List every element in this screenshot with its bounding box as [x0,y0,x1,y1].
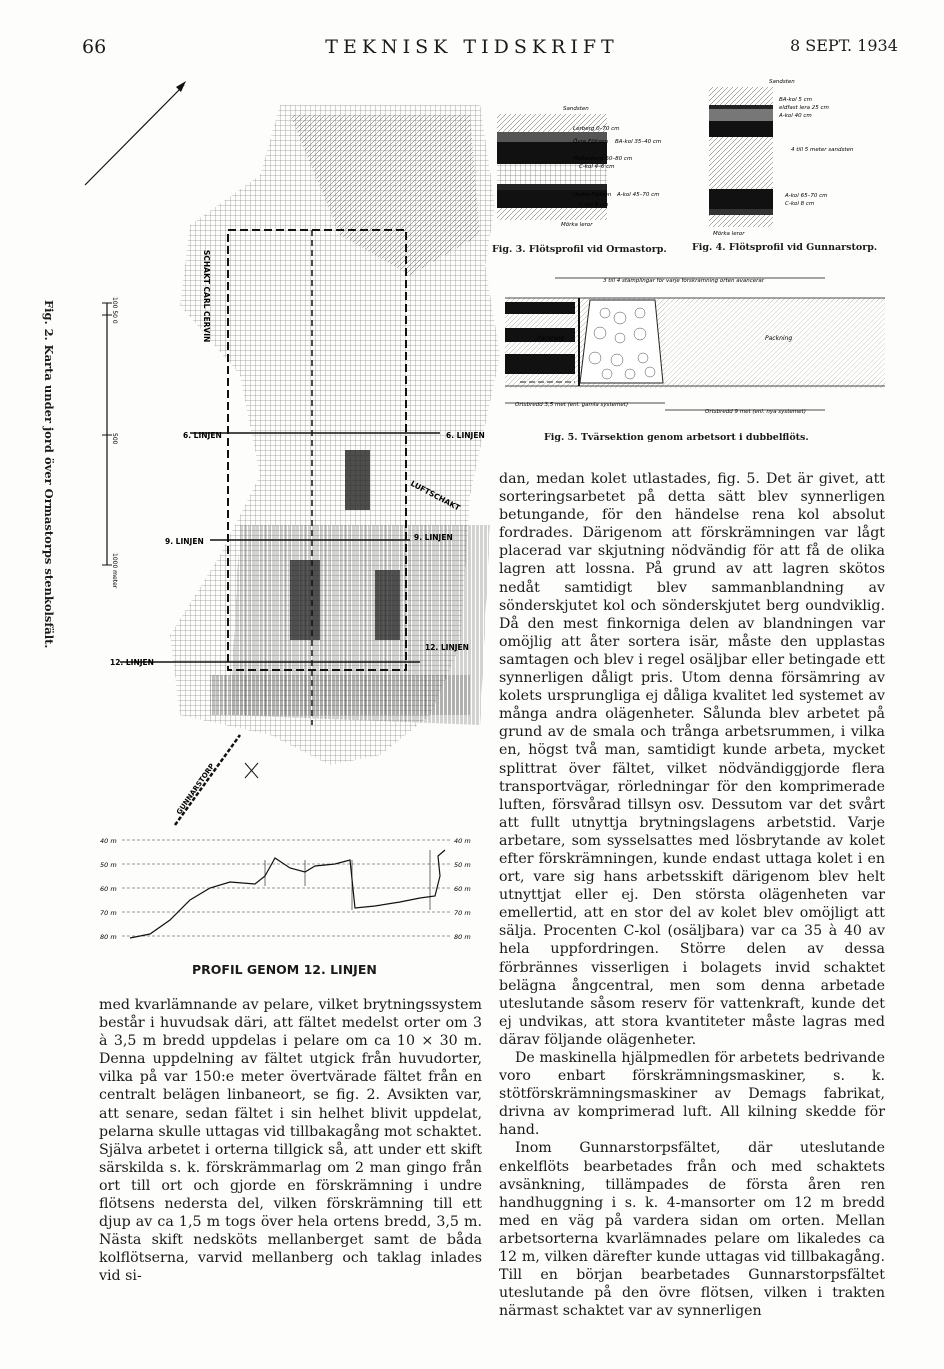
right-paragraph-1: dan, medan kolet utlastades, fig. 5. Det är givet, att sorteringsarbetet på detta sätt blev synnerligen betungande, för den händelse rena kol absolut fordrades. Därigenom att förskrämningen var lågt placerad var skjutning nödvändig för att få de olika lagren att lossna. På grund av att lagren skötos nedåt samtidigt blev sammanblandning av sönderskjutet kol och sönderskjutet berg oundviklig. Då den mest finkorniga delen av blandningen var omöjlig att åter sortera isär, måste den upplastas samtagen och blev i regel osäljbar eller betingade ett synnerligen dåligt pris. Utom denna försämring av kolets ursprungliga ej dåliga kvalitet led systemet av många andra olägenheter. Sålunda blev arbetet på grund av de smala och trånga arbetsrummen, i vilka en, högst två man, samtidigt kunde arbeta, mycket splittrat över fältet, vilket nödvändiggjorde flera transportvägar, rörledningar för den komprimerade luften, försvårad tillsyn osv. Dessutom var det svårt att fullt utnyttja brytningslagens arbetstid. Varje arbetare, som sysselsattes med lösbrytande av kolet efter förskrämningen, kunde endast uttaga kolet i en ort, vare sig hans arbetsskift därigenom blev helt utnyttjat eller ej. Den största olägenheten var emellertid, att en stor del av kolet blev omöjligt att sälja. Procenten C-kol (osäljbara) var ca 35 à 40 av hela uppfordringen. Större delen av dessa förbrännes visserligen i bolagets invid schaktet belägna ångcentral, men som denna arbetade uteslutande såsom reserv för vattenkraft, kunde det ej undvikas, att stora kvantiteter måste lagras med därav följande olägenheter. [499,471,885,1048]
fig4-seam-profile [705,75,880,237]
profile-figure [100,830,480,950]
north-arrow-icon [85,81,186,185]
fig4-label-1: BA-kol 5 cm [779,97,812,103]
issue-date: 8 SEPT. 1934 [790,36,898,55]
page-number: 66 [82,36,107,58]
fig3-label-7: A-kol 45–70 cm [617,192,660,198]
depth-40-right: 40 m [454,837,471,845]
fig3-seam-profile [495,100,670,238]
journal-title: TEKNISK TIDSKRIFT [325,36,619,58]
depth-80-right: 80 m [454,933,471,941]
fig4-label-6: C-kol 8 cm [785,201,815,207]
gunnarstorp-label: GUNNARSTORP [175,762,217,817]
line6-label-right: 6. LINJEN [446,431,485,440]
fig3-label-0: Sandsten [563,106,589,112]
left-paragraph-1: med kvarlämnande av pelare, vilket brytningssystem består i huvudsak däri, att fältet medelst orter om 3 à 3,5 m bredd uppdelas i pelare om ca 10 × 30 m. Denna uppdelning av fältet utgick från huvudorter, vilka på var 150:e meter övertvärade fältet från en centralt belägen linbaneort, se fig. 2. Avsikten var, att senare, sedan fältet i sin helhet blivit uppdelat, pelarna skulle uttagas vid tillbakagång mot schaktet. Själva arbetet i orterna tillgick så, att under ett skift särskilda s. k. förskrämmarlag om 2 man gingo från ort till ort och gjorde en förskrämning i undre flötsens nedersta del, vilken förskrämning till ett djup av ca 1,5 m togs över hela ortens bredd, 3,5 m. Nästa skift nedsköts mellanberget samt de båda kolflötserna, varvid mellanberg och taklag inlades vid si- [99,997,482,1285]
line12-label-left: 12. LINJEN [110,658,154,667]
scale-label-mid: 500 [111,433,118,445]
fig2-caption-text: Fig. 2. Karta under jord över Ormastorps stenkolsfält. [42,300,56,649]
right-column [499,470,885,1320]
depth-50-right: 50 m [454,861,471,869]
fig3-label-1: Lerberg 0–70 cm [573,126,620,132]
fig3-label-2: Övre Flötsen [573,139,608,145]
fig4-label-2: eldfast lera 25 cm [779,105,829,111]
fig4-label-0: Sandsten [769,79,795,85]
depth-70-right: 70 m [454,909,471,917]
fig3-caption: Fig. 3. Flötsprofil vid Ormastorp. [492,244,667,255]
fig3-label-9: Mörka leror [561,222,593,228]
line9-label-right: 9. LINJEN [414,533,453,542]
fig3-label-4: Mellanberg 60–80 cm [573,156,633,162]
fig4-label-5: A-kol 65–70 cm [785,193,828,199]
fig5-caption: Fig. 5. Tvärsektion genom arbetsort i dubbelflöts. [544,432,809,443]
depth-50-left: 50 m [100,861,117,869]
depth-60-right: 60 m [454,885,471,893]
fig2-mine-map [80,75,500,835]
fig3-label-3: BA-kol 35–40 cm [615,139,662,145]
fig5-packing-left: Packning [537,335,565,342]
profile-title: PROFIL GENOM 12. LINJEN [192,962,377,977]
line12-label-right: 12. LINJEN [425,643,469,652]
fig5-width-new: Ortsbredd 9 met (enl. nya systemet) [705,409,806,415]
fig3-label-6: Undre Flötsen [573,192,612,198]
fig5-top-label: 3 till 4 stämplingar för varje förskrämning orten avancerar [603,278,765,284]
right-paragraph-3: Inom Gunnarstorpsfältet, där uteslutande enkelflöts bearbetades från och med schaktets avsänkning, tillämpades de första åren ren handhuggning i s. k. 4-mansorter om 12 m bredd med en väg på vardera sidan om orten. Mellan arbetsorterna kvarlämnades pelare om likaledes ca 12 m, vilken därefter kunde uttagas vid tillbakagång. Till en början bearbetades Gunnarstorpsfältet uteslutande på den övre flötsen, vilken i trakten närmast schaktet var av synnerligen [499,1140,885,1320]
depth-70-left: 70 m [100,909,117,917]
shaft-label: SCHAKT CARL CERVIN [202,250,211,343]
line6-label-left: 6. LINJEN [183,431,222,440]
scale-label-bottom: 1000 meter [111,553,118,589]
fig4-label-7: Mörka leror [713,231,745,237]
fig3-label-8: C-kol 8 cm [579,202,609,208]
depth-40-left: 40 m [100,837,117,845]
line9-label-left: 9. LINJEN [165,537,204,546]
fig5-packing-right: Packning [765,335,793,342]
fig4-caption: Fig. 4. Flötsprofil vid Gunnarstorp. [692,242,878,253]
fig4-label-3: A-kol 40 cm [779,113,812,119]
fig2-caption [38,300,56,649]
fig4-label-4: 4 till 5 meter sandsten [791,147,854,153]
fig5-width-old: Ortsbredd 3,5 met (enl. gamla systemet) [515,402,629,408]
depth-80-left: 80 m [100,933,117,941]
fig3-label-5: C-kol 4–6 cm [579,164,615,170]
right-paragraph-2: De maskinella hjälpmedlen för arbetets bedrivande voro enbart förskrämningsmaskiner, s. k. stötförskrämningsmaskiner av Demags fabrikat, drivna av komprimerad luft. All kilning skedde för hand. [499,1050,885,1139]
air-shaft-label: LUFTSCHAKT [409,478,462,513]
scale-label-top: 100 50 0 [111,297,118,324]
fig5-cross-section [495,268,895,423]
left-column [99,996,482,1286]
depth-60-left: 60 m [100,885,117,893]
